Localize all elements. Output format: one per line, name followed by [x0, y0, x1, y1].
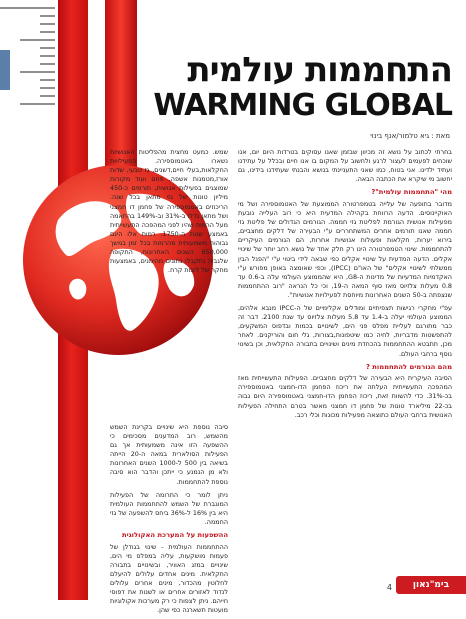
thermometer-scale — [0, 0, 60, 120]
page-title-english: WARMING GLOBAL — [153, 88, 452, 123]
article-left-bottom-column — [110, 423, 228, 619]
section-heading-causes: מהם הגורמים להתחממות ? — [365, 362, 452, 371]
article-left-column — [110, 148, 228, 279]
body-paragraph: סיבה נוספת היא שינויים בקרינת השמש מהשמש, רוב המדענים מסכימים כי ההשפעה הזו אינה משמעותית אך גם הפעילות הסולארית במאה ה-20 הייתה בשיאה בין 500 ל-1000 השנים האחרונות ולא מן הנמנע כי ייתכן והדבר הוא סיבה נוספת להתחממות. — [110, 423, 228, 486]
article-right-column — [238, 148, 452, 424]
publication-logo: בימ"נאון — [396, 576, 466, 594]
page-title-hebrew: התחממות עולמית — [187, 50, 452, 90]
page-number: 4 — [386, 583, 392, 592]
body-paragraph: ההתחממות העולמית - שינוי בגודלן של פעמות מושקעות, עליה במפלס מי הים, שינויים במזג האוויר, ובשינויים בתבורה החקלאית. מינים אחדים עלולים להיעלם לחלוטין מהכדור, מינים אחרים עלולים לנדוד לאזורים אחרים או לשנות את דפוסי חייהם. ניתן לצפות כי רק מערכות אקולוגיות מועטות תשארנה כפי שהן. — [110, 542, 228, 615]
body-paragraph: שמש. כמעט מחצית מהפליטות האנושיות נשארו באטמוספירה. הפעילויות החקלאות,בעלי חיים,דשנים, גז טבעי, שדות אורז,מטמנות אשפה, פחם ועוד מקורות שמוצגים בפעילות אנושית, תורמים כ-450 מיליון טונות של גזי מתאן בכל שנה. הריכוזים באטמוספירה של פחמן דו חמצני ושל מתאן גדלו ב-31% וב-149% בהתאמה מעל הרמות שהיו לפני המהפכה התעשייתית באמצע שנות ה-1750. רמות אלו הינם גבוהות משמעותית מהרמות בכל זמן במשך 650,000 השנים האחרונות, התקופה שלגביה נתקבלו נתונים מהימנים, באמצעות מחקר של ליבות קרח. — [110, 148, 228, 275]
body-paragraph: עפ"י מחקרי רגישות תצפיתיים ומודלים אקלימיים של ה-IPCC מנבא אלהים, הממוצע העולמי יעלה ב-1.4 עד 5.8 מעלות צלזיוס עד שנת 2100. דבר זה כבר מתורגם לעליית מפלס פני הים, לשינויים בכמות ובדפוס המשקעים, להתפשטות מדבריות, לחיה כמו שיטפונות,בצורות, גלי חום והוריקנים. לאחר מכן, תתבטא ההתחממות בהכחדת מינים ושינויים בתבורה החקלאית, וכן בשינוי נוסף ברחבי העולם. — [238, 304, 452, 358]
body-paragraph: מדובר בתופעה של עלייה בטמפרטורה הממוצעת של האטמוספירה ושל מי האוקיינוסים. הדעה הרווחת בקהילה המדעית היא כי רוב העלייה נובעת מפעילות אנושית הגורמת לפליטת גזי חממה. הגורמים הגדולים של פליטת גזי חממה שאנו תורמים אחרים המשתחררים ע"י הבעירה של דלקים מחצביים, בירוא יערות, חקלאות ופעולות אנושיות אחרות, הם הגורמים העיקריים להתחממות. שינוי הטמפרטורה הינו רק חלק אחד של נושא רחב יותר של שינויי אקלים. הדעה המדעית על שינויי אקלים כפי שבאה לידי ביטוי ע"י "הפנל הבין ממשלתי לשינויי אקלים" של האו"ם (IPCC), וכפי שאומצה באופן מפורש ע"י האקדמיות המדעיות של מדינות ה-G8, היא שהממוצע העולמי עלה ב-0.6 עד 0.8 מעלות צלזיוס מאז סוף המאה ה-19, וכי כל הנראה "רוב ההתחממות שנצפתה ב-50 השנים האחרונות מיוחסת לפעילויות אנושיות". — [238, 200, 452, 299]
intro-paragraph: בחרתי לכתוב על נושא זה מכיוון שבזמן שאנו עסוקים בטרדות היום יום, אנו שוכחים לפעמים לעצור לרגע ולחשוב על המקום בו אנו חיים ובכלל על עתידנו ועתיד ילדינו. אני בטוח, כמו שאני התעניינתי בנושא והבנתי שעתידנו בידינו, גם יחשוב מי שיקרא את הכתבה הבאה. — [238, 148, 452, 184]
author-byline: מאת : גיא טלמור/אנף בינוי — [370, 132, 450, 140]
section-heading-ecology: ההשפעות על המערכת האקולוגית — [122, 531, 228, 540]
body-paragraph: הסיבה העיקרית היא הבעירה של דלקים מחצביים. הפעילות התעשייתית מאז המהפכה התעשייתית העלתה את ריכוז הפחמן הדו-חמצני באטמוספירה בכ-31%. כדי להשוות זאת, ריכוז הפחמן הדו-חמצני באטמוספירה היום גבוה בכ-22 מיליארד טונות של פחמן דו חמצני מאשר בטרם התחילה הפעילות האנושית ברחבי העולם כתוצאה מפעילות מכונות וכלי רכב. — [238, 374, 452, 419]
section-heading-what-is: מהי "התחממות עולמית"? — [371, 188, 452, 197]
body-paragraph: ניתן לומר כי התרומה של הפעילות המוגברת של השמש להתחממות העולמית היא בין 16% ל-36% ביחס להשפעה של גזי החממה. — [110, 490, 228, 526]
